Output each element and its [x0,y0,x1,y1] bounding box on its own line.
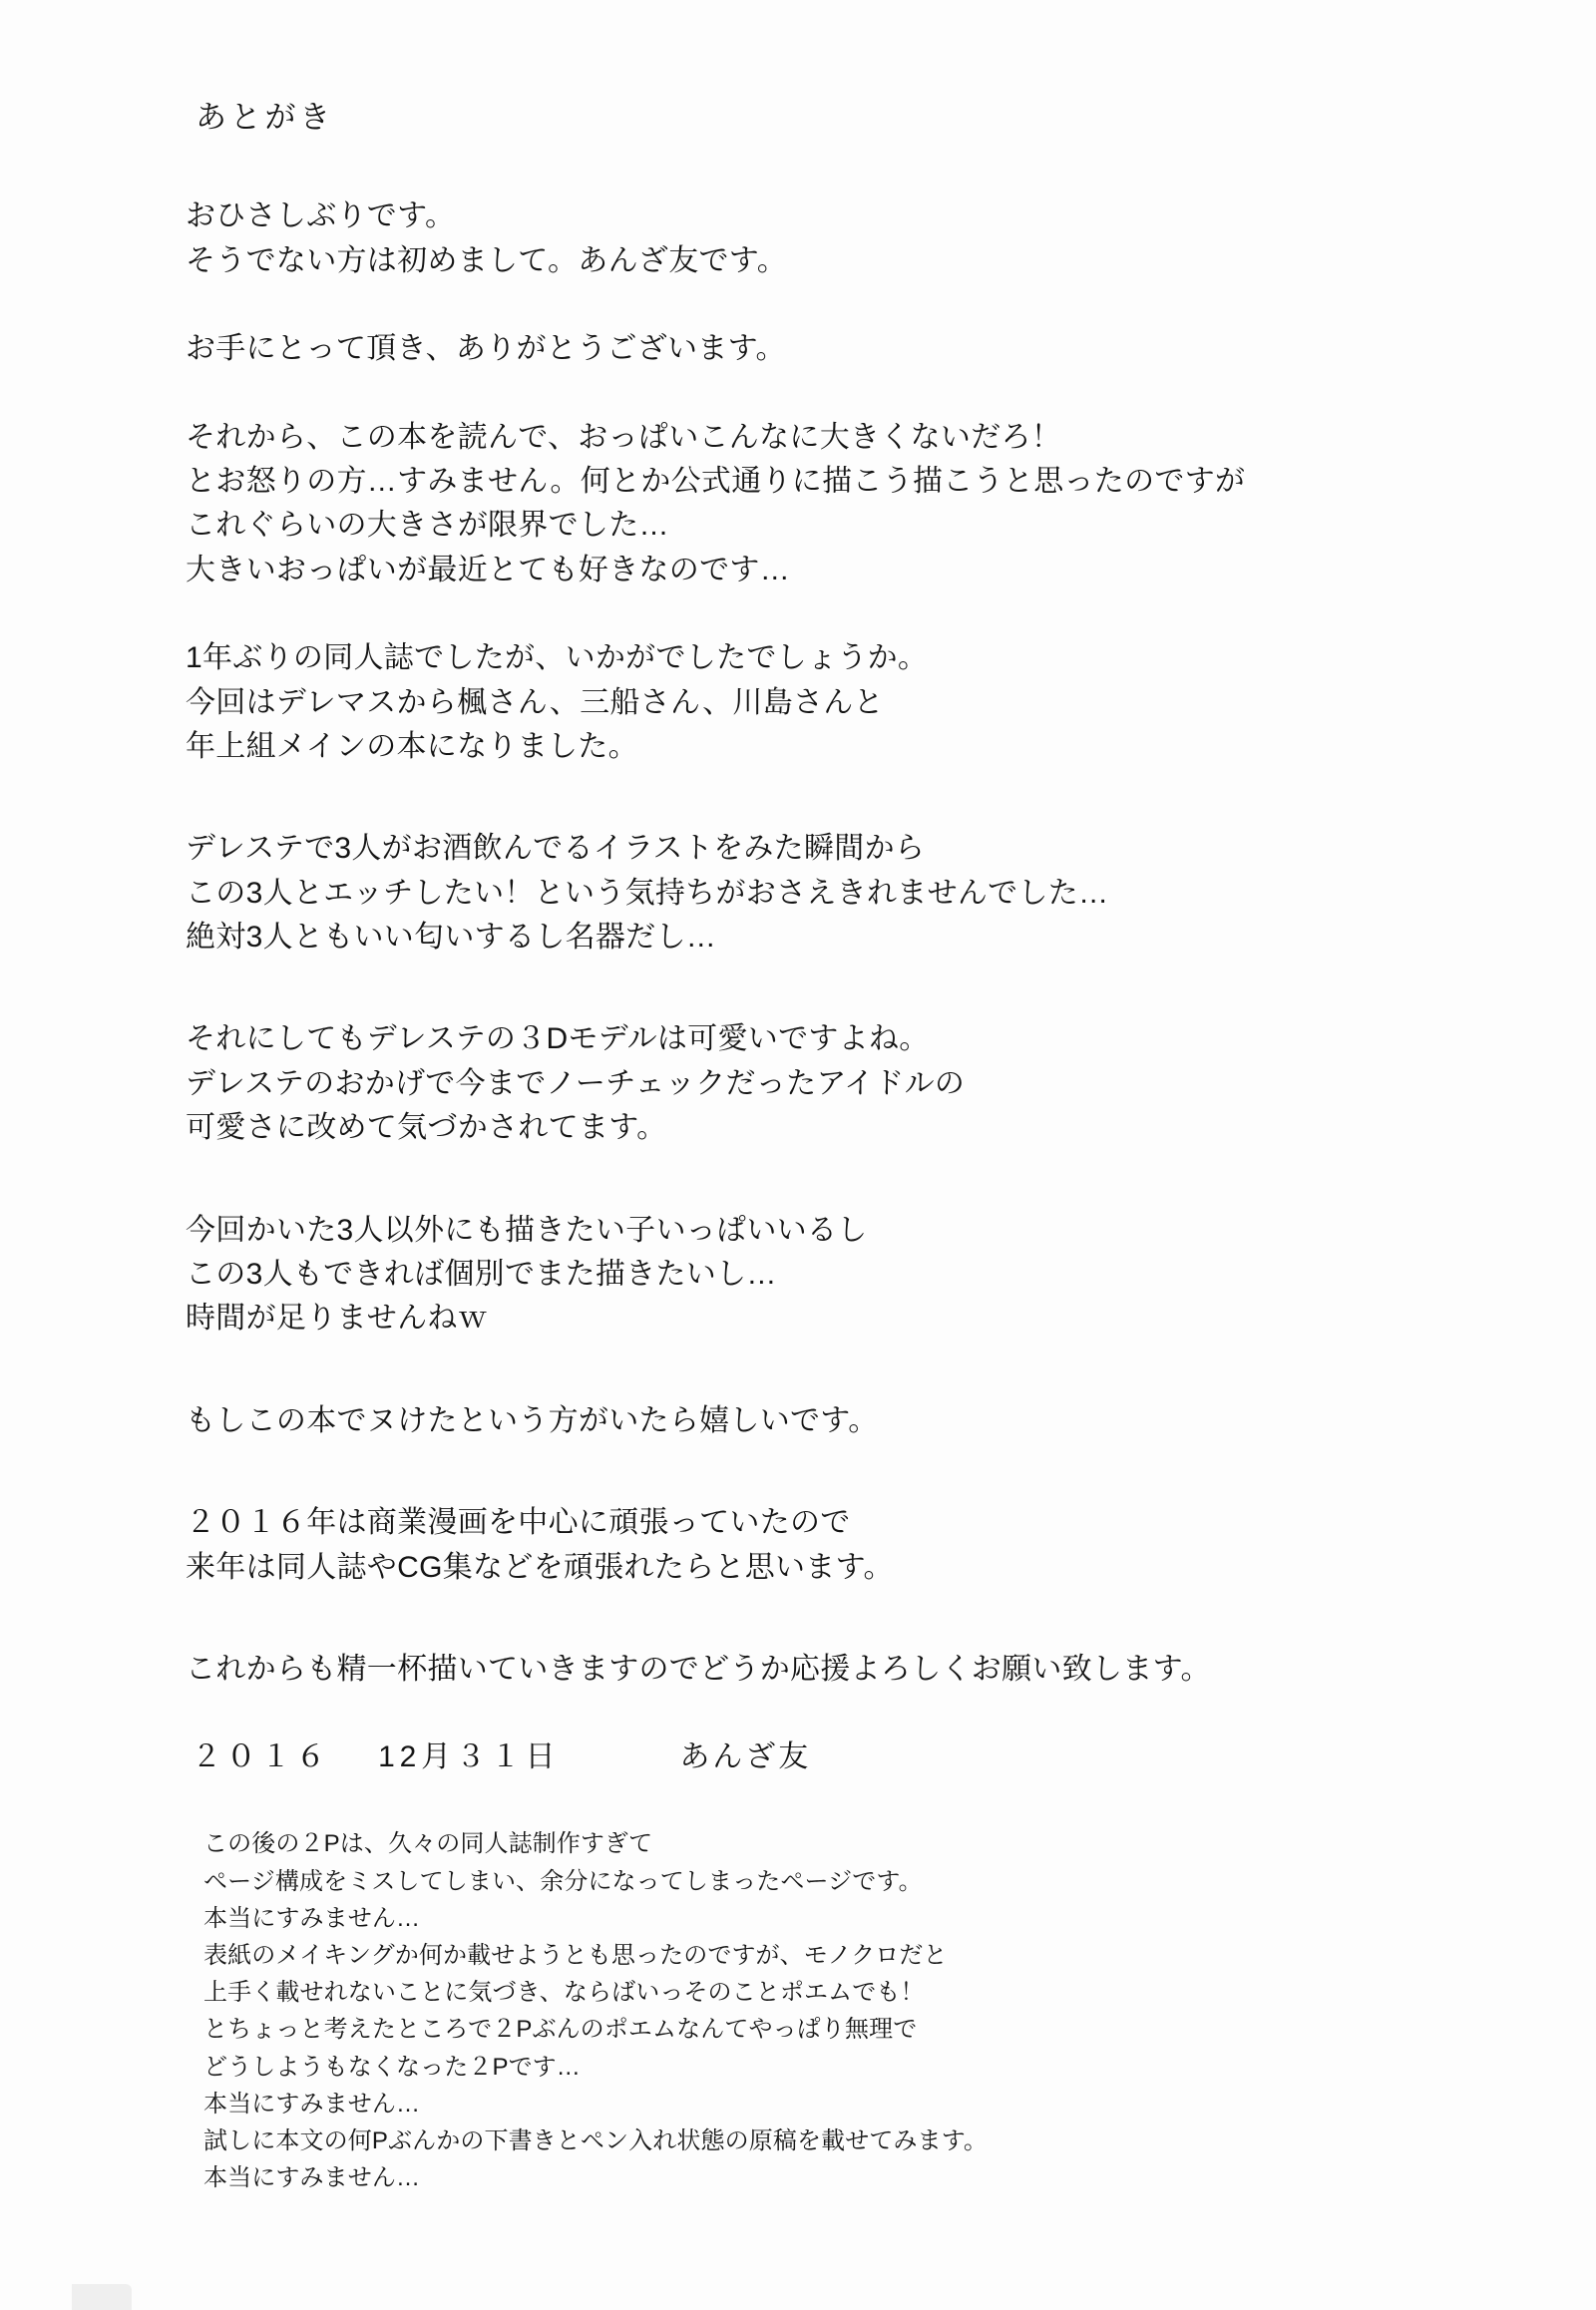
paragraph-greeting [186,194,1472,283]
paragraph-more-girls [186,1209,1472,1342]
page-corner-mark [72,2284,132,2310]
footnote-line: 本当にすみません… [203,1904,421,1932]
paragraph-line: 年上組メインの本になりました。 [186,729,638,763]
paragraph-line: この3人もできれば個別でまた描きたいし… [186,1258,777,1292]
footnote-line: 上手く載せれないことに気づき、ならばいっそのことポエムでも！ [203,1979,925,2007]
paragraph-3d-model [186,1017,1472,1150]
paragraph-line: これぐらいの大きさが限界でした… [186,509,669,543]
paragraph-line: 来年は同人誌やCG集などを頑張れたらと思います。 [186,1550,894,1584]
footnote-line: 表紙のメイキングか何か載せようとも思ったのですが、モノクロだと [203,1941,948,1969]
paragraph-breasts-apology [186,416,1472,593]
footnote-line: どうしようもなくなった２Pです… [203,2053,581,2081]
paragraph-thanks [186,327,1472,371]
paragraph-line: とお怒りの方…すみません。何とか公式通りに描こう描こうと思ったのですが [186,464,1246,498]
paragraph-line: ２０１６年は商業漫画を中心に頑張っていたので [186,1506,851,1540]
footnote-line: この後の２Pは、久々の同人誌制作すぎて [203,1830,653,1858]
paragraph-line: これからも精一杯描いていきますのでどうか応援よろしくお願い致します。 [186,1652,1211,1686]
paragraph-next-year [186,1501,1472,1590]
paragraph-closing [186,1648,1472,1692]
footnote-line: 本当にすみません… [203,2090,421,2118]
paragraph-line: 今回かいた3人以外にも描きたい子いっぱいいるし [186,1213,868,1247]
signature [192,1732,1472,1775]
paragraph-line: 1年ぶりの同人誌でしたが、いかがでしたでしょうか。 [186,641,929,675]
paragraph-line: それから、この本を読んで、おっぱいこんなに大きくないだろ！ [186,420,1062,454]
paragraph-line: 可愛さに改めて気づかされてます。 [186,1111,667,1145]
paragraph-deresute [186,827,1472,960]
paragraph-line: デレステで3人がお酒飲んでるイラストをみた瞬間から [186,832,926,866]
document-body [186,96,1472,2196]
paragraph-line: デレステのおかげで今までノーチェックだったアイドルの [186,1066,966,1100]
paragraph-hope [186,1399,1472,1443]
paragraph-line: それにしてもデレステの３Dモデルは可愛いですよね。 [186,1022,930,1056]
paragraph-line: 今回はデレマスから楓さん、三船さん、川島さんと [186,685,884,719]
page-title: あとがき [196,100,334,135]
signature-author: あんざ友 [679,1740,812,1774]
footnote-line: ページ構成をミスしてしまい、余分になってしまったページです。 [203,1867,923,1895]
paragraph-line: そうでない方は初めまして。あんざ友です。 [186,243,787,277]
paragraph-line: もしこの本でヌけたという方がいたら嬉しいです。 [186,1403,879,1437]
paragraph-line: この3人とエッチしたい！という気持ちがおさえきれませんでした… [186,876,1109,910]
footnote [203,1825,1472,2196]
footnote-line: とちょっと考えたところで２Pぶんのポエムなんてやっぱり無理で [203,2016,918,2044]
paragraph-line: お手にとって頂き、ありがとうございます。 [186,332,786,366]
paragraph-line: 時間が足りませんねｗ [186,1302,488,1336]
paragraph-line: 大きいおっぱいが最近とても好きなのです… [186,553,790,586]
footnote-line: 試しに本文の何Pぶんかの下書きとペン入れ状態の原稿を載せてみます。 [203,2126,989,2154]
paragraph-one-year [186,636,1472,769]
signature-date: ２０１６ 12月３１日 [192,1740,561,1774]
paragraph-line: おひさしぶりです。 [186,199,456,233]
footnote-line: 本当にすみません… [203,2164,421,2192]
paragraph-line: 絶対3人ともいい匂いするし名器だし… [186,921,717,955]
